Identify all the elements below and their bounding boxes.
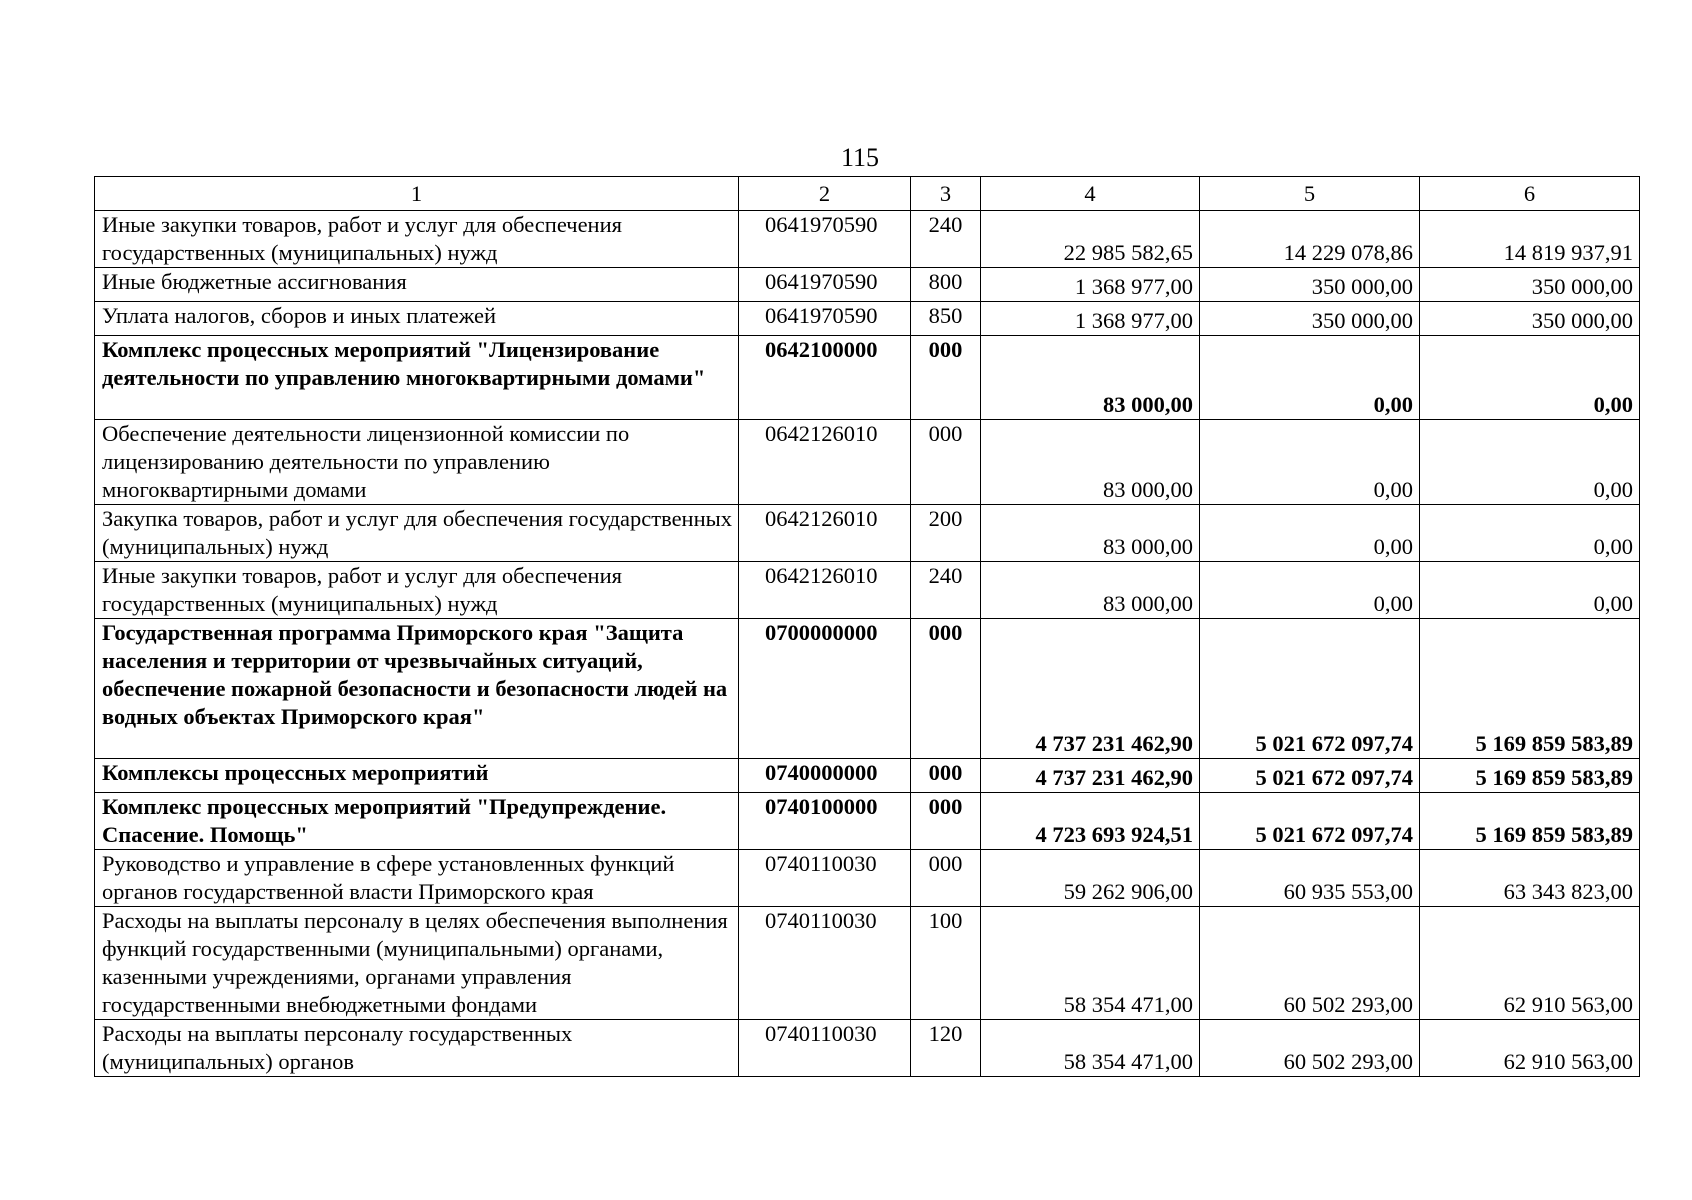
row-value-col6-cell: 62 910 563,00 [1420, 1020, 1640, 1077]
row-expense-type-cell: 000 [911, 759, 981, 793]
row-value-col6-cell: 5 169 859 583,89 [1420, 619, 1640, 759]
row-code-cell: 0740110030 [739, 850, 911, 907]
row-code-cell: 0642126010 [739, 562, 911, 619]
row-value-col4-cell: 83 000,00 [981, 336, 1200, 420]
column-header-1: 1 [95, 177, 739, 211]
row-expense-type-cell: 000 [911, 850, 981, 907]
row-value-col4-cell: 83 000,00 [981, 505, 1200, 562]
row-expense-type-cell: 000 [911, 420, 981, 505]
row-name-cell: Комплекс процессных мероприятий "Лицензирование деятельности по управлению многоквартирными домами" [95, 336, 739, 420]
row-value-col4-cell: 22 985 582,65 [981, 211, 1200, 268]
row-expense-type-cell: 100 [911, 907, 981, 1020]
row-name-cell: Иные закупки товаров, работ и услуг для обеспечения государственных (муниципальных) нужд [95, 562, 739, 619]
column-header-4: 4 [981, 177, 1200, 211]
table-row [95, 759, 1640, 793]
row-value-col4-cell: 1 368 977,00 [981, 302, 1200, 336]
row-value-col5-cell: 5 021 672 097,74 [1200, 759, 1420, 793]
row-code-cell: 0642126010 [739, 420, 911, 505]
row-expense-type-cell: 240 [911, 211, 981, 268]
row-value-col6-cell: 14 819 937,91 [1420, 211, 1640, 268]
table-row [95, 907, 1640, 1020]
row-value-col6-cell: 0,00 [1420, 505, 1640, 562]
table-row [95, 793, 1640, 850]
table-row [95, 562, 1640, 619]
row-value-col5-cell: 0,00 [1200, 505, 1420, 562]
row-expense-type-cell: 000 [911, 336, 981, 420]
table-row [95, 420, 1640, 505]
row-name-cell: Руководство и управление в сфере установленных функций органов государственной власти Приморского края [95, 850, 739, 907]
row-value-col5-cell: 350 000,00 [1200, 302, 1420, 336]
row-value-col6-cell: 0,00 [1420, 336, 1640, 420]
row-code-cell: 0740100000 [739, 793, 911, 850]
row-name-cell: Уплата налогов, сборов и иных платежей [95, 302, 739, 336]
row-name-cell: Комплексы процессных мероприятий [95, 759, 739, 793]
row-name-cell: Расходы на выплаты персоналу в целях обеспечения выполнения функций государственными (муниципальными) органами, казенными учреждениями, органами управления государственными внебюджетными фондами [95, 907, 739, 1020]
row-value-col6-cell: 0,00 [1420, 420, 1640, 505]
table-row [95, 268, 1640, 302]
row-code-cell: 0641970590 [739, 302, 911, 336]
row-value-col5-cell: 60 502 293,00 [1200, 907, 1420, 1020]
row-value-col5-cell: 0,00 [1200, 336, 1420, 420]
row-code-cell: 0740000000 [739, 759, 911, 793]
row-name-cell: Государственная программа Приморского края "Защита населения и территории от чрезвычайных ситуаций, обеспечение пожарной безопасности и безопасности людей на водных объектах Приморского края" [95, 619, 739, 759]
row-value-col6-cell: 63 343 823,00 [1420, 850, 1640, 907]
table-row [95, 211, 1640, 268]
row-expense-type-cell: 000 [911, 619, 981, 759]
row-value-col4-cell: 4 737 231 462,90 [981, 759, 1200, 793]
row-value-col4-cell: 4 723 693 924,51 [981, 793, 1200, 850]
row-code-cell: 0641970590 [739, 211, 911, 268]
row-value-col4-cell: 58 354 471,00 [981, 1020, 1200, 1077]
row-name-cell: Обеспечение деятельности лицензионной комиссии по лицензированию деятельности по управлению многоквартирными домами [95, 420, 739, 505]
row-value-col6-cell: 0,00 [1420, 562, 1640, 619]
row-expense-type-cell: 200 [911, 505, 981, 562]
row-expense-type-cell: 850 [911, 302, 981, 336]
row-code-cell: 0642126010 [739, 505, 911, 562]
row-value-col5-cell: 60 935 553,00 [1200, 850, 1420, 907]
row-name-cell: Комплекс процессных мероприятий "Предупреждение. Спасение. Помощь" [95, 793, 739, 850]
row-value-col4-cell: 83 000,00 [981, 562, 1200, 619]
row-name-cell: Расходы на выплаты персоналу государственных (муниципальных) органов [95, 1020, 739, 1077]
row-value-col4-cell: 59 262 906,00 [981, 850, 1200, 907]
row-value-col4-cell: 58 354 471,00 [981, 907, 1200, 1020]
row-code-cell: 0740110030 [739, 907, 911, 1020]
row-expense-type-cell: 120 [911, 1020, 981, 1077]
row-value-col5-cell: 60 502 293,00 [1200, 1020, 1420, 1077]
row-value-col6-cell: 5 169 859 583,89 [1420, 793, 1640, 850]
row-value-col6-cell: 5 169 859 583,89 [1420, 759, 1640, 793]
row-value-col5-cell: 0,00 [1200, 562, 1420, 619]
row-value-col6-cell: 350 000,00 [1420, 268, 1640, 302]
row-name-cell: Закупка товаров, работ и услуг для обеспечения государственных (муниципальных) нужд [95, 505, 739, 562]
budget-table-body [95, 177, 1640, 1077]
row-value-col5-cell: 5 021 672 097,74 [1200, 619, 1420, 759]
row-code-cell: 0740110030 [739, 1020, 911, 1077]
row-name-cell: Иные бюджетные ассигнования [95, 268, 739, 302]
page-number: 115 [840, 143, 880, 172]
column-header-3: 3 [911, 177, 981, 211]
row-value-col5-cell: 350 000,00 [1200, 268, 1420, 302]
table-row [95, 619, 1640, 759]
table-row [95, 505, 1640, 562]
row-value-col6-cell: 62 910 563,00 [1420, 907, 1640, 1020]
row-value-col5-cell: 5 021 672 097,74 [1200, 793, 1420, 850]
row-value-col5-cell: 0,00 [1200, 420, 1420, 505]
table-row [95, 302, 1640, 336]
column-header-2: 2 [739, 177, 911, 211]
column-number-row [95, 177, 1640, 211]
column-header-5: 5 [1200, 177, 1420, 211]
row-value-col5-cell: 14 229 078,86 [1200, 211, 1420, 268]
row-code-cell: 0641970590 [739, 268, 911, 302]
row-value-col4-cell: 83 000,00 [981, 420, 1200, 505]
table-row [95, 336, 1640, 420]
row-expense-type-cell: 240 [911, 562, 981, 619]
row-value-col4-cell: 4 737 231 462,90 [981, 619, 1200, 759]
table-row [95, 1020, 1640, 1077]
budget-table [94, 176, 1640, 1077]
row-expense-type-cell: 800 [911, 268, 981, 302]
row-value-col4-cell: 1 368 977,00 [981, 268, 1200, 302]
row-value-col6-cell: 350 000,00 [1420, 302, 1640, 336]
column-header-6: 6 [1420, 177, 1640, 211]
row-code-cell: 0642100000 [739, 336, 911, 420]
row-name-cell: Иные закупки товаров, работ и услуг для обеспечения государственных (муниципальных) нужд [95, 211, 739, 268]
row-expense-type-cell: 000 [911, 793, 981, 850]
row-code-cell: 0700000000 [739, 619, 911, 759]
table-row [95, 850, 1640, 907]
